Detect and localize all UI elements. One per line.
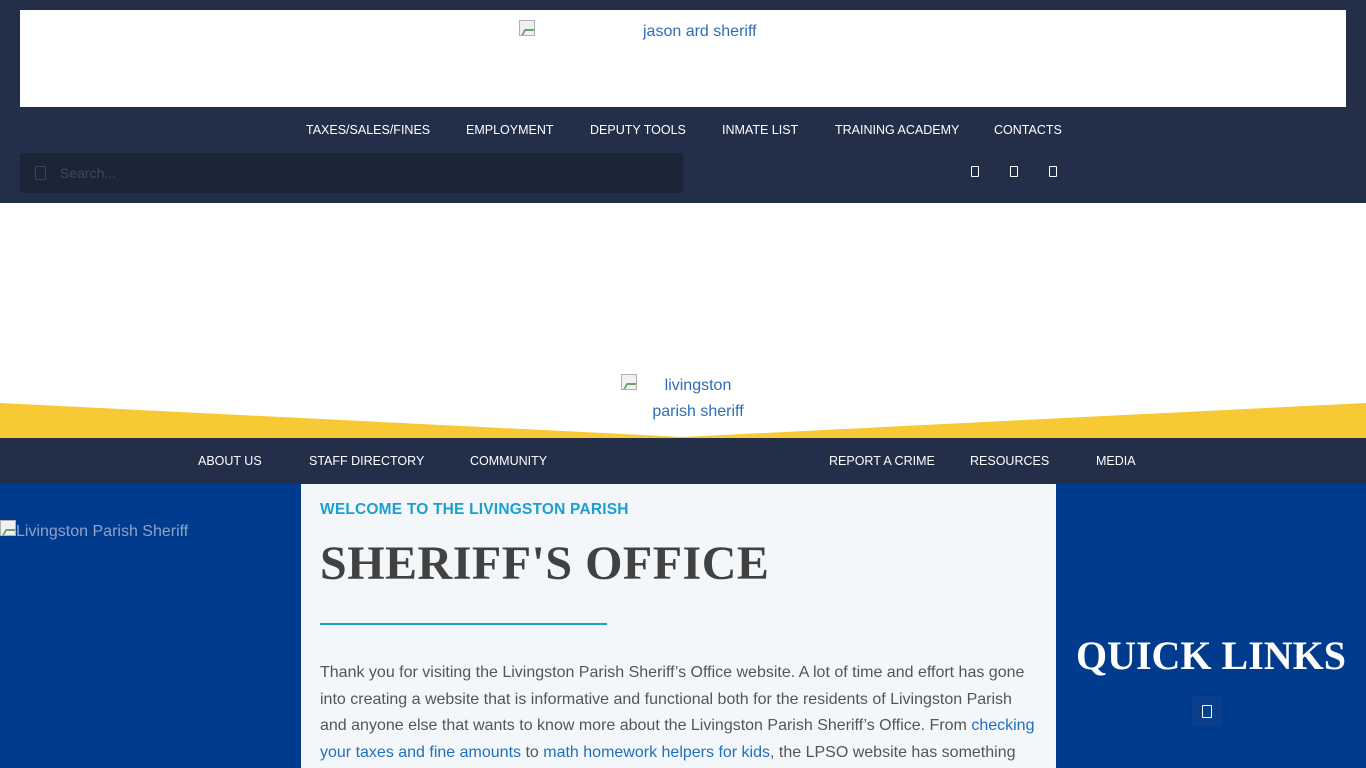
instagram-icon[interactable]	[1049, 166, 1057, 177]
welcome-section	[301, 484, 1056, 768]
nav-inmate-list[interactable]: INMATE LIST	[722, 123, 799, 137]
logo-alt-text: jason ard sheriff	[643, 23, 757, 40]
facebook-icon[interactable]	[971, 166, 979, 177]
twitter-icon[interactable]	[1010, 166, 1018, 177]
intro-text: , the LPSO website has something	[770, 743, 1016, 761]
main-nav	[0, 438, 1366, 484]
intro-text: to	[521, 743, 544, 761]
title-divider	[320, 623, 607, 625]
photo-alt-text: Livingston Parish Sheriff	[16, 523, 189, 540]
chevron-icon	[1202, 705, 1212, 718]
broken-image-icon	[519, 20, 535, 36]
broken-image-icon	[0, 520, 16, 536]
search-bar	[20, 153, 683, 193]
logo-banner	[20, 10, 1346, 107]
nav-resources[interactable]: RESOURCES	[970, 454, 1050, 468]
left-column	[0, 484, 301, 768]
sheriff-photo	[0, 519, 188, 545]
nav-employment[interactable]: EMPLOYMENT	[466, 123, 554, 137]
broken-image-icon	[621, 374, 637, 390]
nav-staff-directory[interactable]: STAFF DIRECTORY	[309, 454, 425, 468]
logo-alt-text: livingston parish sheriff	[652, 377, 744, 420]
intro-text: Thank you for visiting the Livingston Parish Sheriff’s Office website. A lot of time and effort has gone into creating a website that is informative and functional both for the residents of Livingston Parish and anyone else that wants to know more about the Livingston Parish Sheriff’s Office. From	[320, 664, 1025, 734]
nav-community[interactable]: COMMUNITY	[470, 454, 548, 468]
welcome-heading: WELCOME TO THE LIVINGSTON PARISH	[320, 501, 629, 518]
top-nav	[0, 117, 1366, 143]
sheriff-logo[interactable]	[519, 19, 757, 45]
quick-links-toggle[interactable]	[1192, 696, 1222, 726]
nav-media[interactable]: MEDIA	[1096, 454, 1136, 468]
hero-banner	[0, 203, 1366, 438]
nav-report-a-crime[interactable]: REPORT A CRIME	[829, 454, 935, 468]
search-icon[interactable]	[35, 166, 46, 180]
site-header	[0, 0, 1366, 203]
search-input[interactable]	[60, 153, 660, 193]
quick-links-panel	[1056, 484, 1366, 768]
nav-about-us[interactable]: ABOUT US	[198, 454, 262, 468]
page-title: SHERIFF'S OFFICE	[320, 537, 770, 590]
intro-paragraph	[320, 660, 1040, 766]
nav-deputy-tools[interactable]: DEPUTY TOOLS	[590, 123, 686, 137]
parish-sheriff-logo[interactable]	[621, 373, 761, 425]
nav-taxes-sales-fines[interactable]: TAXES/SALES/FINES	[306, 123, 431, 137]
math-helpers-link[interactable]: math homework helpers for kids	[543, 743, 771, 761]
nav-training-academy[interactable]: TRAINING ACADEMY	[835, 123, 960, 137]
taxes-link[interactable]: checking your taxes and fine amounts	[320, 717, 1035, 761]
nav-contacts[interactable]: CONTACTS	[994, 123, 1062, 137]
quick-links-title: QUICK LINKS	[1075, 633, 1347, 678]
